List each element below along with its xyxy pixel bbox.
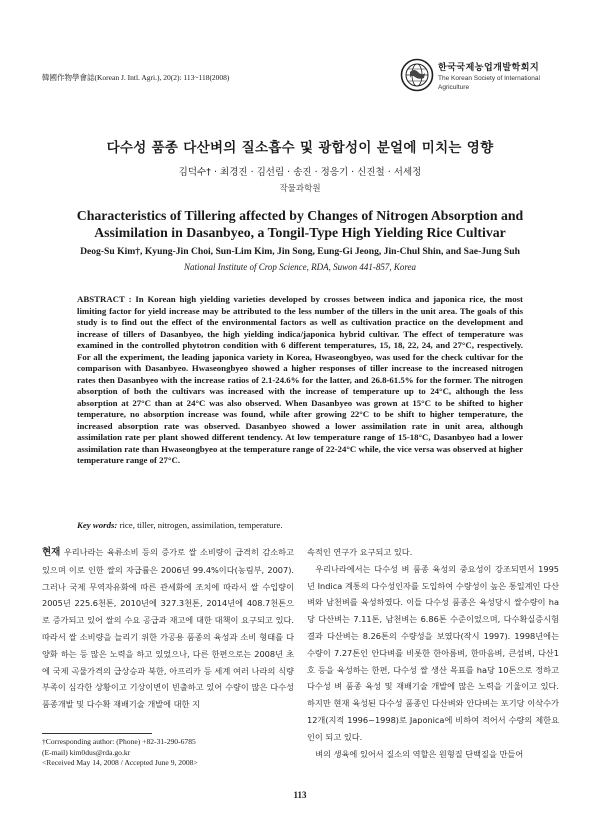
right-column-para1: 속적인 연구가 요구되고 있다. [307,547,413,557]
society-name-kr: 한국국제농업개발학회지 [438,63,540,73]
keywords-text: rice, tiller, nitrogen, assimilation, temperature. [119,520,283,530]
left-column-text: 우리나라는 육류소비 등의 증가로 쌀 소비량이 급격히 감소하고 있으며 이로 인한 쌀의 자급률은 2006년 99.4%이다(농림부, 2007). 그러나 국제 무역자유화에 따른 관세화에 조치에 따라서 쌀 수입량이 2005년 225.6천톤, 2010년에 327.3천톤, 2014년에 408.7천톤으로 증가되고 있어 쌀의 수요 공급과 재고에 대한 대책이 요구되고 있다. 따라서 쌀 소비량을 늘리기 위한 가공용 품종의 육성과 소비 형태를 다양화 하는 등 많은 노력을 하고 있었으나, 다른 한편으로는 2008년 초에 국제 곡물가격의 급상승과 북한, 아프리카 등 세계 여러 나라의 식량부족이 심각한 상황이고 기상이변이 빈출하고 있어 수량이 많은 다수성 품종개발 및 다수확 재배기술 개발에 대한 지 [42,547,294,710]
globe-seal-icon [400,58,434,92]
authors-english: Deog-Su Kim†, Kyung-Jin Choi, Sun-Lim Kim, Jin Song, Eung-Gi Jeong, Jin-Chul Shin, and Sae-Jung Suh [80,246,520,257]
title-english-line1: Characteristics of Tillering affected by Changes of Nitrogen Absorption and [76,208,524,223]
affiliation-korean: 작물과학원 [279,184,321,194]
abstract-text: In Korean high yielding varieties developed by crosses between indica and japonica rice, the most limiting factor for yield increase may be attributed to the less number of the tillers in the unit area. The goals of this study is to find out the effect of the environmental factors as well as cultivation practice on the development and increase of tillers of Dasanbyeo, the high yielding indica/japonica hybrid cultivar. The effect of temperature was examined in the controlled phytotron condition with 6 different temperatures, 15, 18, 22, 24, and 27°C, respectively. For all the experiment, the leading japonica variety in Korea, Hwaseongbyeo, was used for the check cultivar for the comparison with Dasanbyeo. Hwaseongbyeo showed a higher responses of tiller increase to the increased nitrogen rates then Dasanbyeo with the increase ratios of 2.1-24.6% for the latter, and 26.8-61.5% for the former. The nitrogen absorption of both the cultivars was increased with the increase of temperature up to 24°C, although the less absorption at 27°C than at 24°C was also observed. When Dasanbyeo was grown at 15°C to be shifted to higher temperature, no absorption increase was found, while after growing 22°C to be shift to higher temperature, the increased absorption rate was observed. Dasanbyeo showed a lower assimilation rate in unit area, although assimilation rate per plant showed different tendency. At low temperature range of 15-18°C, Dasanbyeo had a lower assimilation rate than Hwaseongbyeo at the temperature range of 22-24°C while, the vice versa was observed at higher temperature range of 27°C. [77,294,523,465]
title-english [30,207,570,241]
keywords-label: Key words: [77,520,118,530]
footnote-corresponding: †Corresponding author: (Phone) +82-31-290-6785 [42,737,196,746]
footnotes [42,737,302,769]
footnote-divider [42,733,152,734]
affiliation-english: National Institute of Crop Science, RDA, Suwon 441-857, Korea [183,262,417,272]
title-korean: 다수성 품종 다산벼의 질소흡수 및 광합성이 분얼에 미치는 영향 [106,140,494,156]
abstract [77,294,523,467]
abstract-label: ABSTRACT : [77,294,132,304]
society-name-en-line1: The Korean Society of International [438,75,540,82]
keywords [77,520,523,530]
footnote-email: (E-mail) kim0dus@rda.go.kr [42,747,131,757]
journal-reference: 韓國作物學會誌(Korean J. Intl. Agri.), 20(2): 113~118(2008) [42,73,230,82]
page-number: 113 [293,790,307,800]
footnote-received: <Received May 14, 2008 / Accepted June 9, 2008> [42,758,198,768]
right-column-para2: 우리나라에서는 다수성 벼 품종 육성의 중요성이 강조되면서 1995년 Indica 계통의 다수성인자를 도입하여 수량성이 높은 통일계인 다산벼와 남천벼를 육성하였다. 이들 다수성 품종은 육성당시 쌀수량이 ha당 다산벼는 7.11톤, 남천벼는 6.86톤 수준이었으며, 다수확실증시험 결과 다산벼는 8.26톤의 수량성을 보였다(작시 1997). 1998년에는 수량이 7.27톤인 안다벼를 비롯한 한아름벼, 한마음벼, 큰섬벼, 다산1호 등을 육성하는 한편, 다수성 쌀 생산 목표를 ha당 10톤으로 정하고 다수성 벼 품종 육성 및 재배기술 개발에 많은 노력을 기울이고 있다. 하지만 현재 육성된 다수성 품종인 다산벼와 안다벼는 포기당 이삭수가 12개(지적 1996~1998)로 Japonica에 비하여 적어서 수량의 제한요인이 되고 있다. [307,563,559,742]
title-english-line2: Assimilation in Dasanbyeo, a Tongil-Type High Yielding Rice Cultivar [94,225,506,240]
right-column-para3: 벼의 생육에 있어서 질소의 역할은 원형질 단백질을 만들어 [315,748,524,759]
society-name-en-line2: Agriculture [438,84,470,91]
authors-korean: 김덕수† · 최경진 · 김선림 · 송진 · 정응기 · 신진철 · 서세정 [178,167,422,178]
body-left-column [42,544,294,713]
intro-heading: 현재 [42,547,61,558]
society-logo [400,58,568,100]
body-right-column [307,544,559,762]
